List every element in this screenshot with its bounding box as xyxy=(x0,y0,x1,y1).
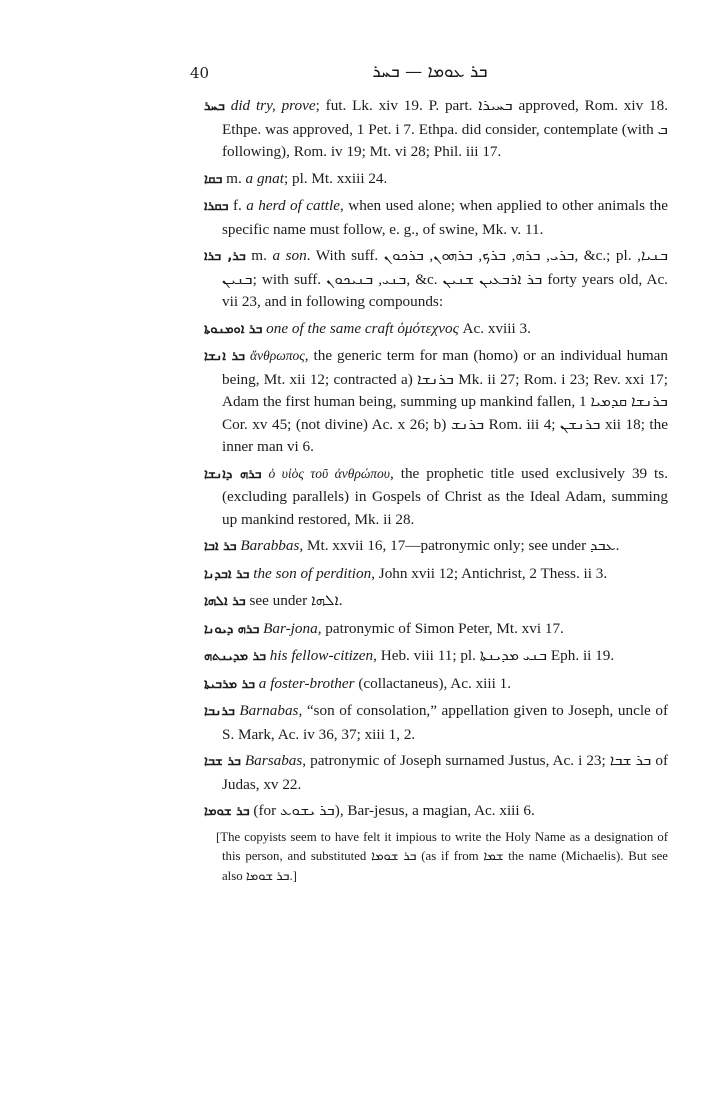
entry-bar-jesus xyxy=(204,800,668,824)
editorial-note: [The copyists seem to have felt it impious to write the Holy Name as a designation of this person, and substituted ܒܪ ܫܘܡܐ (as if from ܫܡܐ the name (Michaelis). But see also ܒܪ ܫܘܡܐ.] xyxy=(216,829,668,883)
headword: ܒܩܪܐ xyxy=(204,199,229,214)
entry-text: (collactaneus), Ac. xiii 1. xyxy=(354,674,512,692)
entry-prove xyxy=(204,95,668,164)
entry-same-craft xyxy=(204,318,668,342)
entry-son-of-man xyxy=(204,463,668,532)
entry-foster-brother xyxy=(204,673,668,697)
entry-barabbas xyxy=(204,535,668,559)
running-head xyxy=(190,60,670,86)
gloss: Bar-jona xyxy=(263,619,318,637)
headword: ܒܪܗ ܕܐܢܫܐ xyxy=(204,466,262,482)
entry-fellow-citizen xyxy=(204,645,668,669)
entry-text: , patronymic of Simon Peter, Mt. xvi 17. xyxy=(317,619,564,637)
gloss: Barsabas xyxy=(244,752,303,769)
entry-text: ; pl. Mt. xxiii 24. xyxy=(283,169,388,187)
headword: ܒܪ ܐܢܫܐ xyxy=(204,349,245,364)
gloss: the son of perdition xyxy=(253,564,372,582)
entry-barnabas xyxy=(204,700,668,746)
entry-bar-jona xyxy=(204,618,668,642)
entry-text: , Mt. xxvii 16, 17—patronymic only; see under ܥܒܕ. xyxy=(299,537,620,554)
headword: ܒܪ ܫܒܐ xyxy=(204,754,241,769)
headword: ܒܩܐ xyxy=(204,171,223,187)
gloss: ἄνθρωπος xyxy=(250,348,305,363)
headword: ܒܪ ܐܒܕܢܐ xyxy=(204,566,250,582)
gloss: ὁ υἱὸς τοῦ ἀνθρώπου xyxy=(268,465,390,481)
entry-text: ; fut. Lk. xiv 19. P. part. ܒܚܝܪܐ approved, Rom. xiv 18. Ethpe. was approved, 1 Pet. i 7. Ethpa. did consider, contemplate (with ܒ following), Rom. iv 19; Mt. vi 28; Phil. iii 17. xyxy=(222,97,668,160)
entry-text: , John xvii 12; Antichrist, 2 Thess. ii 3. xyxy=(371,564,608,582)
headword: ܒܪ ܡܪܒܝܬܐ xyxy=(204,676,255,692)
entry-text: , “son of consolation,” appellation given to Joseph, uncle of S. Mark, Ac. iv 36, 37; xiii 1, 2. xyxy=(222,702,669,743)
entry-man xyxy=(204,345,668,459)
entries-column xyxy=(204,95,668,886)
gloss: did try, prove xyxy=(230,97,316,114)
grammar-tag: m. xyxy=(226,169,242,187)
entry-text: . With suff. ܒܪܝ, ܒܪܗ, ܒܪܟ, ܒܪܗܘܢ, ܒܪܟܘܢ, &c.; pl. ܒܢܝܐ, ܒܢܝܢ; with suff. ܒܢܝ, ܒܢܝܟܘܢ, &c. ܒܪ ܐܪܒܥܝܢ ܫܢܝܢ forty years old, Ac. vii 23, and in following compounds: xyxy=(222,247,669,310)
gloss: a son xyxy=(272,247,307,264)
page-number: 40 xyxy=(190,64,210,82)
headword: ܒܚܪ xyxy=(204,99,225,114)
entry-text: , patronymic of Joseph surnamed Justus, Ac. i 23; ܒܪ ܫܒܐ of Judas, xv 22. xyxy=(222,752,669,793)
headword: ܒܪ ܐܘܡܢܘܬܐ xyxy=(204,321,263,337)
grammar-tag: f. xyxy=(232,197,242,214)
entry-herd xyxy=(204,195,668,241)
entry-son xyxy=(204,245,668,314)
entry-text: , the generic term for man (homo) or an individual human being, Mt. xii 12; contracted a) ܒܪܢܫܐ Mk. ii 27; Rom. i 23; Rev. xxi 17; Adam the first human being, summing up mankind fallen, ܒܪܢܫܐ ܩܕܡܝܐ 1 Cor. xv 45; (not divine) Ac. x 26; b) ܒܪܢܫ Rom. iii 4; ܒܪܢܫܢ xii 18; the inner man vi 6. xyxy=(222,347,668,455)
running-head-title: ܒܪ ܥܘܡܐ — ܒܚܪ xyxy=(372,62,488,82)
gloss: a foster-brother xyxy=(258,674,355,692)
headword: ܒܪ ܐܠܗܐ xyxy=(204,594,246,609)
entry-son-of-god xyxy=(204,590,668,614)
entry-text: (for ܒܪ ܝܫܘܥ), Bar-jesus, a magian, Ac. xiii 6. xyxy=(253,802,535,819)
entry-text: , the prophetic title used exclusively 39 ts. (excluding parallels) in Gospels of Christ as the Ideal Adam, summing up mankind restored, Mk. ii 28. xyxy=(222,464,668,528)
headword: ܒܪ, ܒܪܐ xyxy=(204,249,246,264)
entry-text: Ac. xviii 3. xyxy=(458,319,531,337)
headword: ܒܪܢܒܐ xyxy=(204,704,235,719)
headword: ܒܪ ܫܘܡܐ xyxy=(204,804,250,819)
grammar-tag: m. xyxy=(251,247,267,264)
gloss: his fellow-citizen xyxy=(269,647,374,664)
gloss: a herd of cattle xyxy=(246,197,340,214)
headword: ܒܪܗ ܕܝܘܢܐ xyxy=(204,621,260,637)
headword: ܒܪ ܡܕܝܢܬܗ xyxy=(204,649,266,664)
gloss: a gnat xyxy=(245,169,284,187)
entry-text: , when used alone; when applied to other animals the specific name must follow, e. g., of swine, Mk. v. 11. xyxy=(222,197,669,238)
gloss: one of the same craft ὁμότεχνος xyxy=(266,319,459,337)
entry-barsabas xyxy=(204,750,668,796)
entry-gnat xyxy=(204,168,668,192)
entry-perdition xyxy=(204,563,668,587)
entry-text: , Heb. viii 11; pl. ܒܢܝ ܡܕܝܢܬܐ Eph. ii 19. xyxy=(373,647,615,664)
gloss: Barnabas xyxy=(239,702,299,719)
gloss: Barabbas xyxy=(240,537,300,554)
headword: ܒܪ ܐܒܐ xyxy=(204,539,237,554)
entry-text: see under ܐܠܗܐ. xyxy=(249,592,343,609)
